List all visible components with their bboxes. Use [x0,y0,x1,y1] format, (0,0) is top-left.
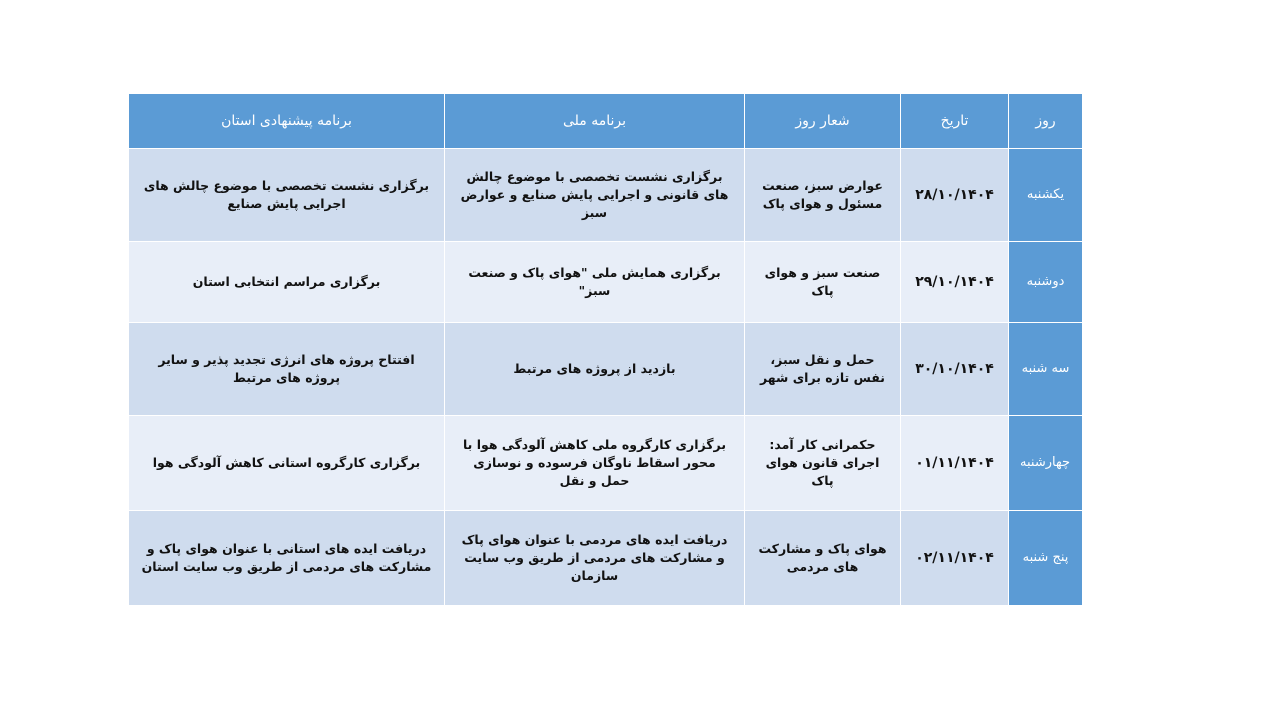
slogan-cell: صنعت سبز و هوای پاک [745,242,901,323]
provincial-program-cell: برگزاری کارگروه استانی کاهش آلودگی هوا [129,416,445,511]
date-cell: ۲۹/۱۰/۱۴۰۴ [901,242,1009,323]
table-row [129,149,1083,242]
day-cell: سه شنبه [1009,323,1083,416]
table-row [129,242,1083,323]
schedule-table [128,93,1083,606]
slogan-cell: عوارض سبز، صنعت مسئول و هوای پاک [745,149,901,242]
day-cell: یکشنبه [1009,149,1083,242]
provincial-program-cell: برگزاری نشست تخصصی با موضوع چالش های اجرایی پایش صنایع [129,149,445,242]
date-cell: ۲۸/۱۰/۱۴۰۴ [901,149,1009,242]
table-row [129,511,1083,606]
header-provincial-program: برنامه پیشنهادی استان [129,94,445,149]
date-cell: ۰۱/۱۱/۱۴۰۴ [901,416,1009,511]
national-program-cell: برگزاری نشست تخصصی با موضوع چالش های قانونی و اجرایی پایش صنایع و عوارض سبز [445,149,745,242]
table-row [129,416,1083,511]
header-date: تاریخ [901,94,1009,149]
slogan-cell: حمل و نقل سبز، نفس تازه برای شهر [745,323,901,416]
national-program-cell: بازدید از پروژه های مرتبط [445,323,745,416]
table-row [129,323,1083,416]
header-national-program: برنامه ملی [445,94,745,149]
header-slogan: شعار روز [745,94,901,149]
schedule-table-container [128,93,1082,606]
date-cell: ۳۰/۱۰/۱۴۰۴ [901,323,1009,416]
national-program-cell: دریافت ایده های مردمی با عنوان هوای پاک و مشارکت های مردمی از طریق وب سایت سازمان [445,511,745,606]
national-program-cell: برگزاری همایش ملی "هوای پاک و صنعت سبز" [445,242,745,323]
slogan-cell: حکمرانی کار آمد: اجرای قانون هوای پاک [745,416,901,511]
day-cell: دوشنبه [1009,242,1083,323]
header-day: روز [1009,94,1083,149]
header-row [129,94,1083,149]
national-program-cell: برگزاری کارگروه ملی کاهش آلودگی هوا با محور اسقاط ناوگان فرسوده و نوسازی حمل و نقل [445,416,745,511]
day-cell: چهارشنبه [1009,416,1083,511]
provincial-program-cell: برگزاری مراسم انتخابی استان [129,242,445,323]
date-cell: ۰۲/۱۱/۱۴۰۴ [901,511,1009,606]
provincial-program-cell: افتتاح پروژه های انرژی تجدید پذیر و سایر پروژه های مرتبط [129,323,445,416]
provincial-program-cell: دریافت ایده های استانی با عنوان هوای پاک و مشارکت های مردمی از طریق وب سایت استان [129,511,445,606]
day-cell: پنج شنبه [1009,511,1083,606]
slogan-cell: هوای پاک و مشارکت های مردمی [745,511,901,606]
